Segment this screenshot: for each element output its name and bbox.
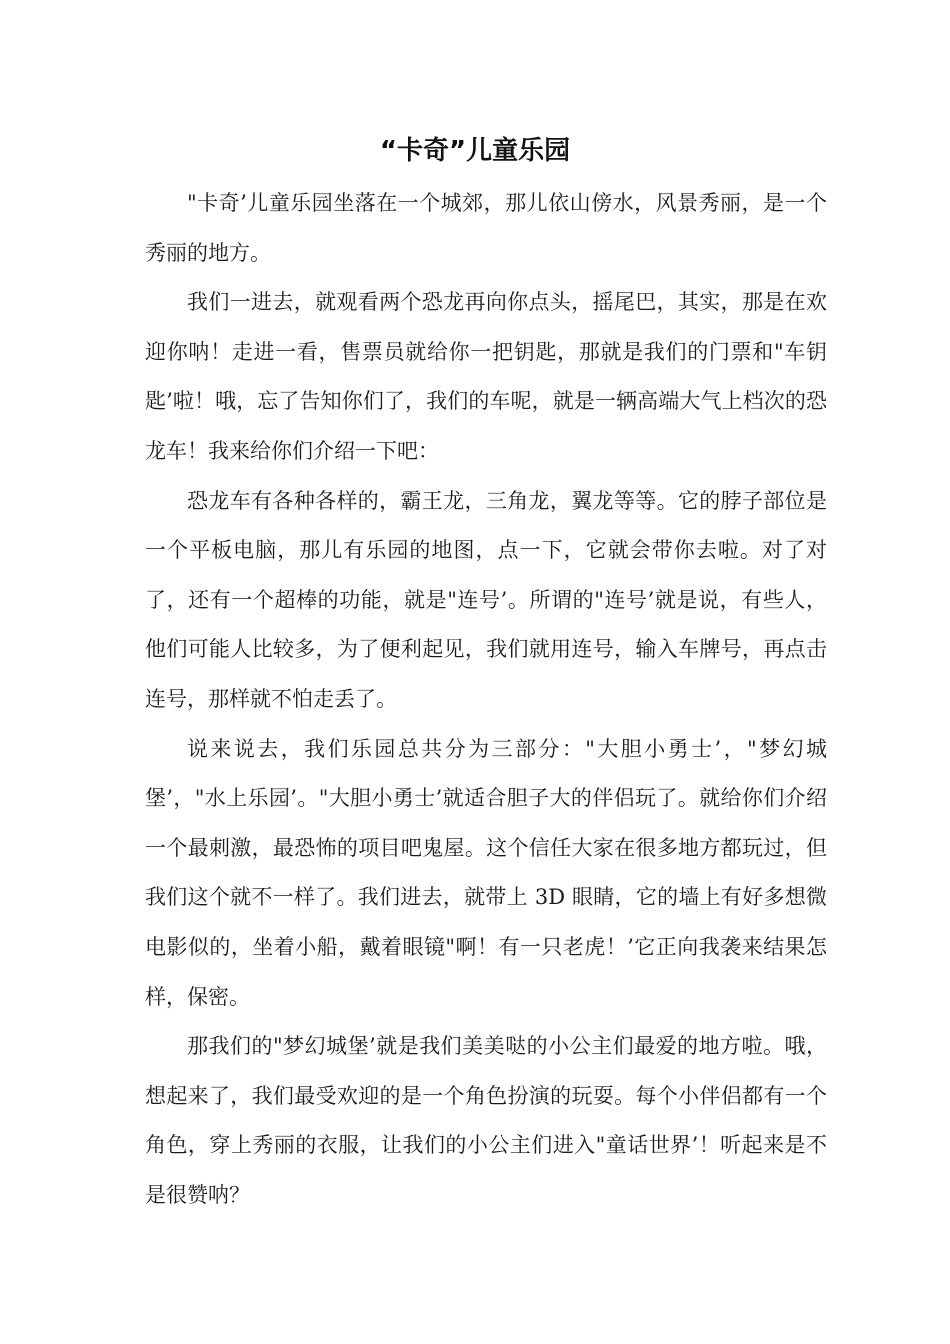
paragraph-5: 那我们的"梦幻城堡’就是我们美美哒的小公主们最爱的地方啦。哦，想起来了，我们最受欢迎的是一个角色扮演的玩耍。每个小伴侣都有一个角色，穿上秀丽的衣服，让我们的小公主们进入"童话世界’！听起来是不是很赞呐？ [145, 1034, 827, 1207]
paragraph-3: 恐龙车有各种各样的，霸王龙，三角龙，翼龙等等。它的脖子部位是一个平板电脑，那儿有乐园的地图，点一下，它就会带你去啦。对了对了，还有一个超棒的功能，就是"连号’。所谓的"连号’就是说，有些人，他们可能人比较多，为了便利起见，我们就用连号，输入车牌号，再点击连号，那样就不怕走丢了。 [145, 488, 827, 711]
paragraph-1: "卡奇’儿童乐园坐落在一个城郊，那儿依山傍水，风景秀丽，是一个秀丽的地方。 [145, 191, 827, 265]
document-title: “卡奇”儿童乐园 [379, 136, 571, 166]
paragraph-4: 说来说去，我们乐园总共分为三部分："大胆小勇士’，"梦幻城堡’，"水上乐园’。"大胆小勇士’就适合胆子大的伴侣玩了。就给你们介绍一个最刺激，最恐怖的项目吧鬼屋。这个信任大家在很多地方都玩过，但我们这个就不一样了。我们进去，就带上 3D 眼睛，它的墙上有好多想微电影似的，坐着小船，戴着眼镜"啊！有一只老虎！’它正向我袭来结果怎样，保密。 [145, 736, 827, 1009]
document-body [145, 179, 827, 1220]
paragraph-2: 我们一进去，就观看两个恐龙再向你点头，摇尾巴，其实，那是在欢迎你呐！走进一看，售票员就给你一把钥匙，那就是我们的门票和"车钥匙’啦！哦，忘了告知你们了，我们的车呢，就是一辆高端大气上档次的恐龙车！我来给你们介绍一下吧： [145, 290, 827, 463]
